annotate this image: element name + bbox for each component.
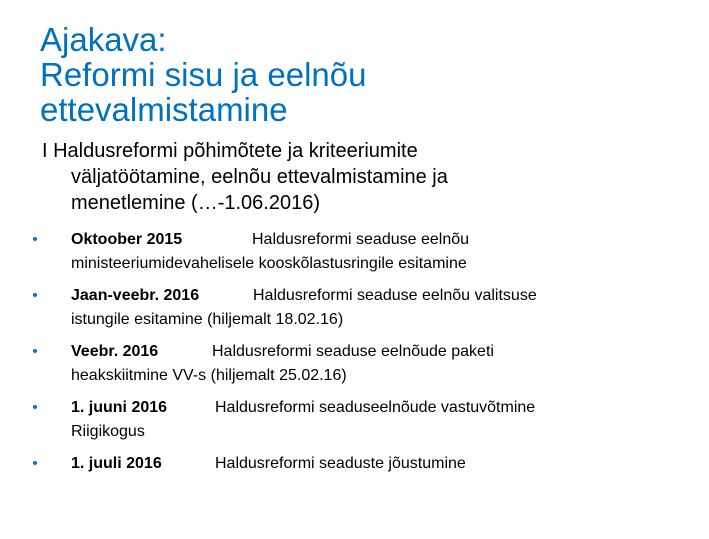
title-line: ettevalmistamine: [40, 91, 288, 128]
item-first-line: [71, 396, 688, 420]
bullet-icon: •: [32, 343, 38, 360]
item-text: Haldusreformi seaduseelnõude vastuvõtmine: [215, 399, 536, 416]
item-first-line: [71, 284, 688, 308]
timeline-item: [28, 396, 688, 444]
bullet-icon: •: [32, 399, 38, 416]
bullet-icon: •: [32, 231, 38, 248]
item-continuation: heakskiitmine VV-s (hiljemalt 25.02.16): [71, 367, 347, 384]
slide-title: [40, 22, 680, 127]
intro-paragraph: [42, 138, 682, 216]
intro-line: menetlemine (…-1.06.2016): [71, 192, 321, 214]
timeline-item: [28, 340, 688, 388]
timeline-item: [28, 452, 688, 476]
intro-line: I Haldusreformi põhimõtete ja kriteeriumite: [42, 140, 418, 162]
item-text: Haldusreformi seaduse eelnõu valitsuse: [253, 287, 537, 304]
bullet-icon: •: [32, 455, 38, 472]
item-continuation: Riigikogus: [71, 423, 145, 440]
intro-line: väljatöötamine, eelnõu ettevalmistamine ja: [71, 166, 448, 188]
item-date: 1. juuli 2016: [71, 455, 162, 472]
item-text: Haldusreformi seaduse eelnõu: [252, 231, 470, 248]
item-date: Veebr. 2016: [71, 343, 159, 360]
item-continuation: istungile esitamine (hiljemalt 18.02.16): [71, 311, 344, 328]
title-line: Ajakava:: [40, 21, 167, 58]
item-date: 1. juuni 2016: [71, 399, 168, 416]
item-first-line: [71, 228, 688, 252]
item-first-line: [71, 452, 688, 476]
item-date: Jaan-veebr. 2016: [71, 287, 200, 304]
title-line: Reformi sisu ja eelnõu: [40, 56, 367, 93]
bullet-icon: •: [32, 287, 38, 304]
item-text: Haldusreformi seaduse eelnõude paketi: [212, 343, 494, 360]
timeline-list: [28, 228, 688, 484]
item-continuation: ministeeriumidevahelisele kooskõlastusringile esitamine: [71, 255, 467, 272]
item-first-line: [71, 340, 688, 364]
timeline-item: [28, 284, 688, 332]
item-text: Haldusreformi seaduste jõustumine: [215, 455, 466, 472]
item-date: Oktoober 2015: [71, 231, 183, 248]
timeline-item: [28, 228, 688, 276]
